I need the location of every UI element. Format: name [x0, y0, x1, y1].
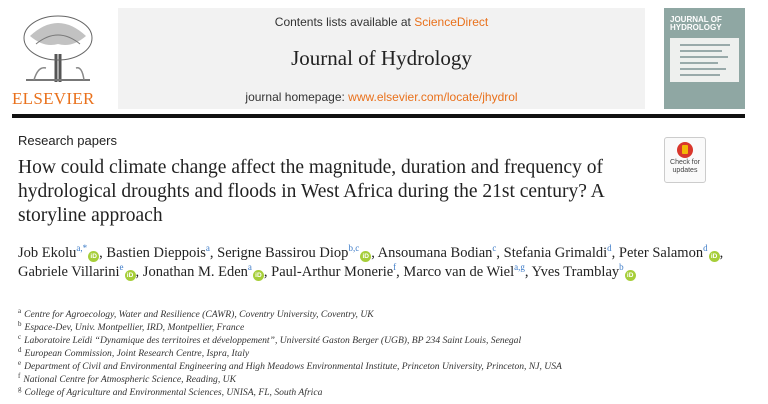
elsevier-logo[interactable] [12, 14, 104, 110]
author-affiliation-marker[interactable]: f [393, 262, 397, 273]
contents-line [118, 15, 645, 29]
author-name[interactable] [403, 264, 524, 280]
author-name-text: Paul-Arthur Monerie [271, 264, 394, 280]
author-affiliation-marker[interactable]: a [247, 262, 252, 273]
affiliation-key: g [18, 384, 22, 393]
author-affiliation-marker[interactable]: a [205, 243, 210, 254]
publisher-wordmark: ELSEVIER [12, 89, 95, 108]
affiliation-item [18, 360, 748, 373]
cover-contents-panel [670, 38, 739, 82]
author-name[interactable] [619, 245, 720, 261]
author-name-text: Job Ekolu [18, 245, 77, 261]
author-affiliation-marker[interactable]: e [119, 262, 124, 273]
article-title: How could climate change affect the magnitude, duration and frequency of hydrological droughts and floods in West Africa during the 21st century? A storyline approach [18, 157, 604, 226]
affiliation-text: National Centre for Atmospheric Science, Reading, UK [23, 374, 236, 385]
affiliation-text: Laboratoire Leïdi “Dynamique des territoires et développement”, Université Gaston Berger (UGB), BP 234 Saint Louis, Senegal [24, 335, 522, 346]
author-affiliation-marker[interactable]: d [607, 243, 612, 254]
author-name[interactable] [271, 264, 396, 280]
affiliation-item [18, 308, 748, 321]
author-affiliation-marker[interactable]: c [492, 243, 497, 254]
author-name-text: Marco van de Wiel [403, 264, 515, 280]
author-affiliation-marker[interactable]: b,c [348, 243, 360, 254]
author-affiliation-marker[interactable]: a,g [514, 262, 525, 273]
journal-homepage-link[interactable]: www.elsevier.com/locate/jhydrol [348, 90, 518, 104]
orcid-icon[interactable]: iD [360, 251, 371, 262]
affiliation-key: c [18, 332, 22, 341]
journal-cover-image[interactable] [664, 8, 745, 109]
author-name[interactable] [504, 245, 612, 261]
author-affiliation-marker[interactable]: d [703, 243, 708, 254]
author-name[interactable] [18, 245, 99, 261]
affiliation-item [18, 334, 748, 347]
contents-prefix: Contents lists available at [274, 15, 415, 29]
affiliation-item [18, 373, 748, 386]
author-affiliation-marker[interactable]: a,* [76, 243, 88, 254]
affiliation-text: European Commission, Joint Research Centre, Ispra, Italy [24, 348, 250, 359]
author-name-text: Stefania Grimaldi [503, 245, 608, 261]
author-name-text: Yves Tramblay [531, 264, 620, 280]
orcid-icon[interactable]: iD [253, 270, 264, 281]
author-name-text: Gabriele Villarini [18, 264, 120, 280]
author-name-text: Peter Salamon [618, 245, 704, 261]
author-list: Job Ekolu$^{a,*}$iD , Bastien Dieppois$^a$, Serigne Bassirou Diop$^{b,c}$iD , Ansoumana Bodian$^c$, Stefania Grimaldi$^d$, Peter Salamon$^d$iD , Gabriele Villarini$^e$iD , Jonathan M. Eden$^a$iD , Paul-Arthur Monerie$^f$, Marco van de Wiel$^{a,g}$, Yves Tramblay$^b$iD [18, 243, 724, 280]
author-name[interactable] [532, 264, 636, 280]
affiliation-key: b [18, 319, 22, 328]
affiliation-item [18, 321, 748, 334]
journal-title: Journal of Hydrology [291, 46, 472, 70]
author-name[interactable] [378, 245, 497, 261]
author-name[interactable] [18, 264, 136, 280]
affiliation-text: Department of Civil and Environmental Engineering and High Meadows Environmental Institute, Princeton University, Princeton, NJ, USA [24, 361, 562, 372]
author-name[interactable] [143, 264, 264, 280]
affiliation-text: Centre for Agroecology, Water and Resilience (CAWR), Coventry University, Coventry, UK [24, 309, 374, 320]
sciencedirect-link[interactable]: ScienceDirect [414, 15, 489, 29]
cover-title [670, 16, 739, 34]
homepage-prefix: journal homepage: [245, 90, 349, 104]
orcid-icon[interactable]: iD [625, 270, 636, 281]
author-name-text: Ansoumana Bodian [377, 245, 493, 261]
crossmark-icon [677, 142, 693, 158]
author-name-text: Jonathan M. Eden [142, 264, 248, 280]
affiliation-item [18, 347, 748, 360]
check-for-updates-button[interactable] [664, 137, 706, 183]
header-divider [12, 114, 745, 118]
affiliation-key: d [18, 345, 22, 354]
cover-title-line2: HYDROLOGY [670, 23, 722, 32]
author-affiliation-marker[interactable]: b [619, 262, 624, 273]
cover-title-line1: JOURNAL OF [670, 15, 722, 24]
author-name-text: Serigne Bassirou Diop [217, 245, 349, 261]
author-name-text: Bastien Dieppois [106, 245, 206, 261]
orcid-icon[interactable]: iD [88, 251, 99, 262]
check-for-updates-label: Check for updates [670, 159, 700, 174]
elsevier-tree-icon [16, 14, 100, 84]
orcid-icon[interactable]: iD [125, 270, 136, 281]
article-section-label: Research papers [18, 133, 117, 148]
homepage-line [118, 90, 645, 104]
author-name[interactable] [106, 245, 209, 261]
journal-banner [118, 8, 645, 109]
affiliation-item [18, 386, 748, 399]
affiliation-key: f [18, 371, 21, 380]
affiliation-key: a [18, 306, 22, 315]
orcid-icon[interactable]: iD [709, 251, 720, 262]
affiliation-text: College of Agriculture and Environmental Sciences, UNISA, FL, South Africa [24, 387, 323, 398]
affiliation-text: Espace-Dev, Univ. Montpellier, IRD, Montpellier, France [24, 322, 245, 333]
affiliation-list [18, 308, 748, 399]
author-name[interactable] [217, 245, 371, 261]
affiliation-key: e [18, 358, 22, 367]
